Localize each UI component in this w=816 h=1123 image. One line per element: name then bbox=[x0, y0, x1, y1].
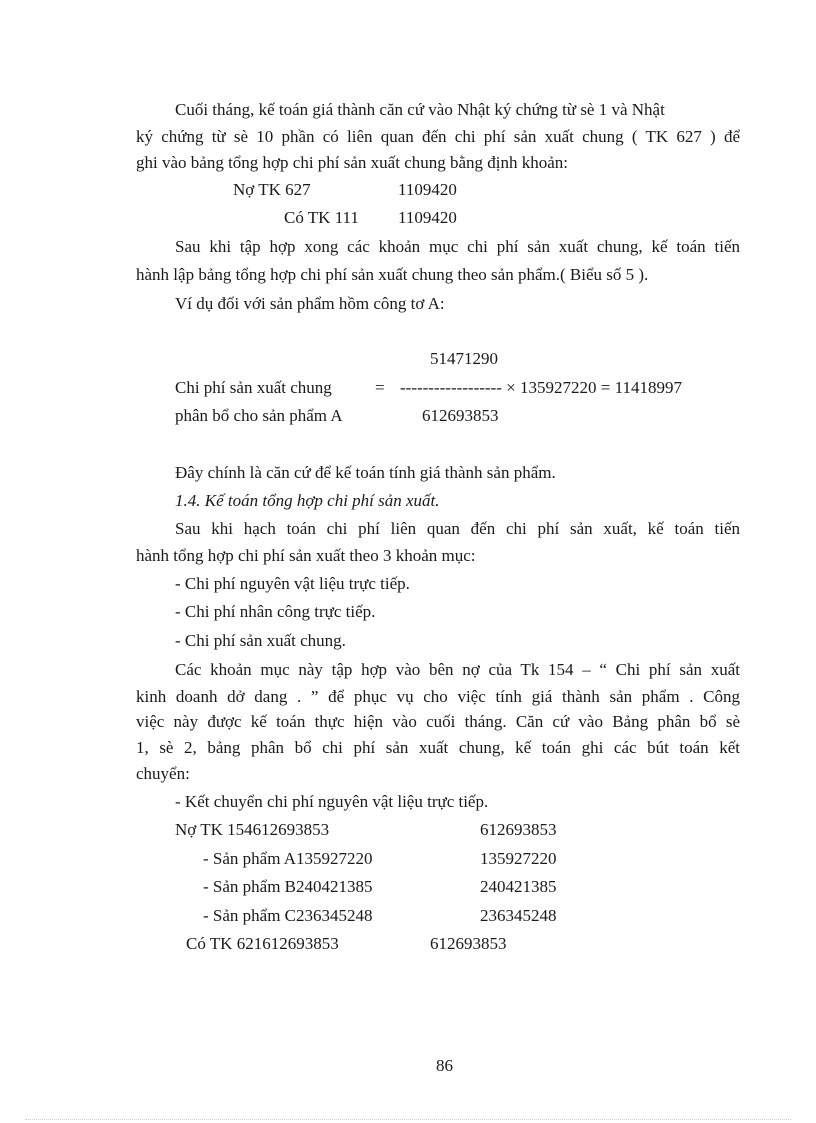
entry-amount: 236345248 bbox=[480, 906, 557, 925]
formula-equals: = bbox=[375, 378, 385, 397]
paragraph-1-line-3: ghi vào bảng tổng hợp chi phí sản xuất chung bằng định khoản: bbox=[136, 153, 569, 172]
formula-label-line-1: Chi phí sản xuất chung bbox=[175, 378, 332, 397]
paragraph-6-line-5: chuyển: bbox=[136, 764, 190, 783]
paragraph-6-line-3: việc này được kế toán thực hiện vào cuối tháng. Căn cứ vào Bảng phân bổ sè bbox=[136, 712, 740, 731]
entry-amount: 240421385 bbox=[480, 877, 557, 896]
entry-amount: 612693853 bbox=[480, 820, 557, 839]
paragraph-1-line-2: ký chứng từ sè 10 phần có liên quan đến chi phí sản xuất chung ( TK 627 ) để bbox=[136, 127, 740, 146]
entry1-debit-amount: 1109420 bbox=[398, 180, 457, 199]
entry1-debit-label: Nợ TK 627 bbox=[233, 180, 311, 199]
paragraph-4: Đây chính là căn cứ để kế toán tính giá thành sản phẩm. bbox=[175, 463, 556, 482]
entry-label: - Sản phẩm B240421385 bbox=[203, 877, 373, 896]
entry1-credit-amount: 1109420 bbox=[398, 208, 457, 227]
formula-denominator: 612693853 bbox=[422, 406, 499, 425]
transfer-title: - Kết chuyển chi phí nguyên vật liệu trực tiếp. bbox=[175, 792, 489, 811]
section-heading: 1.4. Kế toán tổng hợp chi phí sản xuất. bbox=[175, 491, 440, 510]
paragraph-5-line-2: hành tổng hợp chi phí sản xuất theo 3 khoản mục: bbox=[136, 546, 476, 565]
paragraph-5-line-1: Sau khi hạch toán chi phí liên quan đến chi phí sản xuất, kế toán tiến bbox=[175, 519, 740, 538]
formula-expression: ------------------ × 135927220 = 11418997 bbox=[400, 378, 682, 397]
formula-label-line-2: phân bổ cho sản phẩm A bbox=[175, 406, 343, 425]
credit-entry-label: Có TK 621612693853 bbox=[186, 934, 339, 953]
entry1-credit-label: Có TK 111 bbox=[284, 208, 359, 227]
credit-entry-amount: 612693853 bbox=[430, 934, 507, 953]
paragraph-6-line-4: 1, sè 2, bảng phân bổ chi phí sản xuất chung, kế toán ghi các bút toán kết bbox=[136, 738, 740, 757]
entry-label: - Sản phẩm C236345248 bbox=[203, 906, 373, 925]
formula-numerator: 51471290 bbox=[430, 349, 498, 368]
entry-amount: 135927220 bbox=[480, 849, 557, 868]
paragraph-6-line-1: Các khoản mục này tập hợp vào bên nợ của Tk 154 – “ Chi phí sản xuất bbox=[175, 660, 740, 679]
paragraph-6-line-2: kinh doanh dở dang . ” để phục vụ cho việc tính giá thành sản phẩm . Công bbox=[136, 687, 740, 706]
entry-label: Nợ TK 154612693853 bbox=[175, 820, 330, 839]
paragraph-2-line-2: hành lập bảng tổng hợp chi phí sản xuất chung theo sản phẩm.( Biểu số 5 ). bbox=[136, 265, 649, 284]
paragraph-3: Ví dụ đối với sản phẩm hồm công tơ A: bbox=[175, 294, 445, 313]
paragraph-2-line-1: Sau khi tập hợp xong các khoản mục chi phí sản xuất chung, kế toán tiến bbox=[175, 237, 740, 256]
page-number: 86 bbox=[436, 1056, 453, 1075]
bullet-item-2: - Chi phí nhân công trực tiếp. bbox=[175, 602, 376, 621]
bullet-item-3: - Chi phí sản xuất chung. bbox=[175, 631, 346, 650]
paragraph-1-line-1: Cuối tháng, kế toán giá thành căn cứ vào Nhật ký chứng từ sè 1 và Nhật bbox=[175, 100, 665, 119]
footer-divider bbox=[25, 1119, 791, 1120]
entry-label: - Sản phẩm A135927220 bbox=[203, 849, 373, 868]
bullet-item-1: - Chi phí nguyên vật liệu trực tiếp. bbox=[175, 574, 410, 593]
